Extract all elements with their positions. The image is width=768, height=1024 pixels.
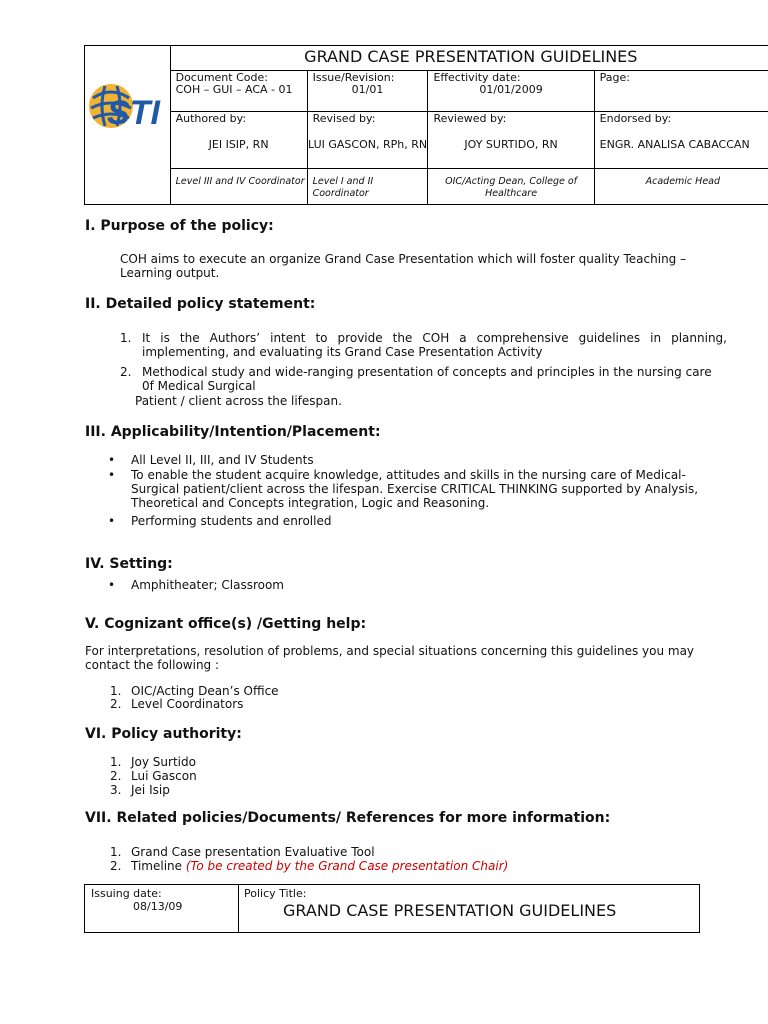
section-2-item-2: Methodical study and wide-ranging presentation of concepts and principles in the nursing care 0f Medical Surgical [142, 365, 712, 393]
section-2-continuation: Patient / client across the lifespan. [135, 394, 342, 408]
section-3-item-3: Performing students and enrolled [131, 514, 332, 528]
section-2-item-1: It is the Authors’ intent to provide the COH a comprehensive guidelines in planning, implementing, and evaluating its Grand Case Presentation Activity [142, 331, 727, 359]
authored-by-label: Authored by: [175, 111, 247, 125]
section-7-note: (To be created by the Grand Case presentation Chair) [185, 859, 509, 873]
logo-cell [85, 46, 171, 205]
section-5-item-2: Level Coordinators [131, 697, 244, 711]
issuing-date-label: Issuing date: [91, 887, 162, 900]
section-6-item-3: Jei Isip [131, 783, 170, 797]
section-2-heading: II. Detailed policy statement: [85, 296, 316, 312]
document-code-value: COH – GUI – ACA - 01 [175, 83, 293, 97]
section-7-item-2 [131, 859, 508, 873]
section-5-item-1: OIC/Acting Dean’s Office [131, 684, 279, 698]
list-number: 2. [110, 769, 122, 783]
list-number: 2. [110, 859, 122, 873]
effectivity-date-value: 01/01/2009 [479, 83, 543, 97]
document-header-table [84, 45, 768, 205]
section-1-heading: I. Purpose of the policy: [85, 218, 274, 234]
section-5-heading: V. Cognizant office(s) /Getting help: [85, 616, 367, 632]
section-6-item-1: Joy Surtido [131, 755, 196, 769]
issue-revision-label: Issue/Revision: [312, 71, 395, 85]
revised-by-label: Revised by: [312, 111, 376, 125]
section-7-item-2-label: Timeline [131, 859, 183, 873]
authored-by-name: JEI ISIP, RN [208, 137, 269, 151]
section-5-text: For interpretations, resolution of problems, and special situations concerning this guidelines you may contact the following : [85, 644, 695, 672]
policy-title-value: GRAND CASE PRESENTATION GUIDELINES [283, 901, 617, 920]
endorsed-by-label: Endorsed by: [599, 111, 672, 125]
bullet: • [108, 578, 116, 592]
policy-title-label: Policy Title: [244, 887, 307, 900]
section-1-text: COH aims to execute an organize Grand Case Presentation which will foster quality Teaching – Learning output. [120, 252, 687, 280]
logo-text: STI [107, 94, 160, 132]
reviewed-by-label: Reviewed by: [433, 111, 507, 125]
section-7-item-1: Grand Case presentation Evaluative Tool [131, 845, 375, 859]
document-code-cell [170, 71, 307, 112]
list-number: 1. [110, 755, 122, 769]
issue-revision-value: 01/01 [351, 83, 384, 97]
section-7-heading: VII. Related policies/Documents/ References for more information: [85, 810, 611, 826]
section-6-heading: VI. Policy authority: [85, 726, 242, 742]
section-4-heading: IV. Setting: [85, 556, 173, 572]
bullet: • [108, 468, 116, 482]
document-title: GRAND CASE PRESENTATION GUIDELINES [170, 46, 768, 71]
authored-by-role: Level III and IV Coordinator [170, 168, 307, 204]
sti-logo [85, 46, 169, 200]
reviewed-by-role: OIC/Acting Dean, College of Healthcare [428, 168, 594, 204]
page-label: Page: [599, 71, 631, 85]
footer-table [84, 884, 700, 933]
endorsed-by-role: Academic Head [594, 168, 768, 204]
issuing-date-value: 08/13/09 [133, 900, 183, 913]
section-3-heading: III. Applicability/Intention/Placement: [85, 424, 381, 440]
list-number: 3. [110, 783, 122, 797]
section-4-item-1: Amphitheater; Classroom [131, 578, 284, 592]
issue-revision-cell [307, 71, 428, 112]
reviewed-by-name: JOY SURTIDO, RN [464, 137, 558, 151]
revised-by-name: LUI GASCON, RPh, RN [307, 137, 428, 151]
effectivity-date-cell [428, 71, 594, 112]
page-cell [594, 71, 768, 112]
list-number: 1. [120, 331, 132, 345]
section-3-item-2: To enable the student acquire knowledge, attitudes and skills in the nursing care of Medical-Surgical patient/client across the lifespan. Exercise CRITICAL THINKING supported by Analysis, Theoretical and Concepts integration, Logic and Reasoning. [131, 468, 699, 510]
footer-divider [238, 885, 239, 932]
list-number: 2. [110, 697, 122, 711]
reviewed-by-cell [428, 111, 594, 168]
endorsed-by-name: ENGR. ANALISA CABACCAN [599, 137, 750, 151]
revised-by-cell [307, 111, 428, 168]
list-number: 1. [110, 845, 122, 859]
section-3-item-1: All Level II, III, and IV Students [131, 453, 314, 467]
bullet: • [108, 453, 116, 467]
list-number: 2. [120, 365, 132, 379]
section-6-item-2: Lui Gascon [131, 769, 197, 783]
endorsed-by-cell [594, 111, 768, 168]
document-code-label: Document Code: [175, 71, 268, 85]
authored-by-cell [170, 111, 307, 168]
bullet: • [108, 514, 116, 528]
revised-by-role: Level I and II Coordinator [307, 168, 428, 204]
list-number: 1. [110, 684, 122, 698]
effectivity-date-label: Effectivity date: [433, 71, 521, 85]
